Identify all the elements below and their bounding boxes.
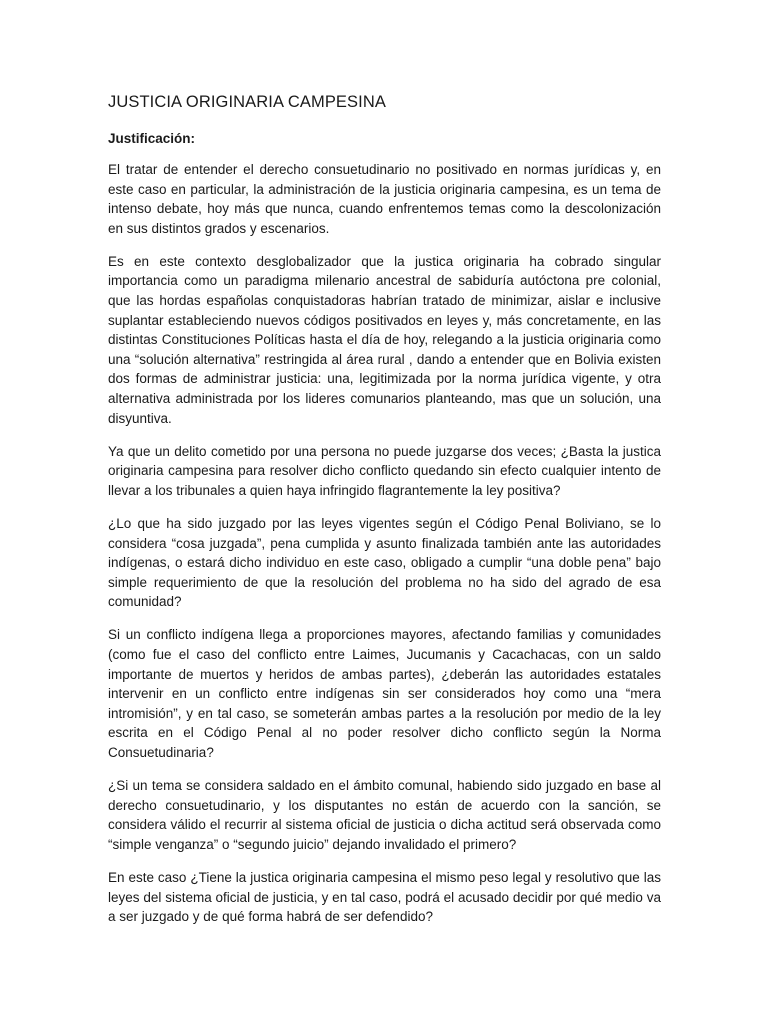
paragraph: ¿Lo que ha sido juzgado por las leyes vigentes según el Código Penal Boliviano, se lo considera “cosa juzgada”, pena cumplida y asunto finalizada también ante las autoridades indígenas, o estará dicho individuo en este caso, obligado a cumplir “una doble pena” bajo simple requerimiento de que la resolución del problema no ha sido del agrado de esa comunidad? xyxy=(108,516,661,610)
document-title: JUSTICIA ORIGINARIA CAMPESINA xyxy=(108,93,386,111)
document-page xyxy=(108,92,661,940)
paragraph: Es en este contexto desglobalizador que la justica originaria ha cobrado singular importancia como un paradigma milenario ancestral de sabiduría autóctona pre colonial, que las hordas españolas conquistadoras habrían tratado de minimizar, aislar e inclusive suplantar estableciendo nuevos códigos positivados en leyes y, más concretamente, en las distintas Constituciones Políticas hasta el día de hoy, relegando a la justicia originaria como una “solución alternativa” restringida al área rural , dando a entender que en Bolivia existen dos formas de administrar justicia: una, legitimizada por la norma jurídica vigente, y otra alternativa administrada por los lideres comunarios planteando, mas que un solución, una disyuntiva. xyxy=(108,253,661,426)
paragraph: ¿Si un tema se considera saldado en el ámbito comunal, habiendo sido juzgado en base al derecho consuetudinario, y los disputantes no están de acuerdo con la sanción, se considera válido el recurrir al sistema oficial de justicia o dicha actitud será observada como “simple venganza” o “segundo juicio” dejando invalidado el primero? xyxy=(108,778,661,852)
paragraph: Ya que un delito cometido por una persona no puede juzgarse dos veces; ¿Basta la justica originaria campesina para resolver dicho conflicto quedando sin efecto cualquier intento de llevar a los tribunales a quien haya infringido flagrantemente la ley positiva? xyxy=(108,443,661,498)
paragraph: El tratar de entender el derecho consuetudinario no positivado en normas jurídicas y, en este caso en particular, la administración de la justicia originaria campesina, es un tema de intenso debate, hoy más que nunca, cuando enfrentemos temas como la descolonización en sus distintos grados y escenarios. xyxy=(108,162,661,236)
section-heading: Justificación: xyxy=(108,131,196,146)
paragraph: Si un conflicto indígena llega a proporciones mayores, afectando familias y comunidades (como fue el caso del conflicto entre Laimes, Jucumanis y Cacachacas, con un saldo importante de muertos y heridos de ambas partes), ¿deberán las autoridades estatales intervenir en un conflicto entre indígenas sin ser considerados hoy como una “mera intromisión”, y en tal caso, se someterán ambas partes a la resolución por medio de la ley escrita en el Código Penal al no poder resolver dicho conflicto según la Norma Consuetudinaria? xyxy=(108,627,661,761)
paragraph: En este caso ¿Tiene la justica originaria campesina el mismo peso legal y resolutivo que las leyes del sistema oficial de justicia, y en tal caso, podrá el acusado decidir por qué medio va a ser juzgado y de qué forma habrá de ser defendido? xyxy=(108,870,661,925)
